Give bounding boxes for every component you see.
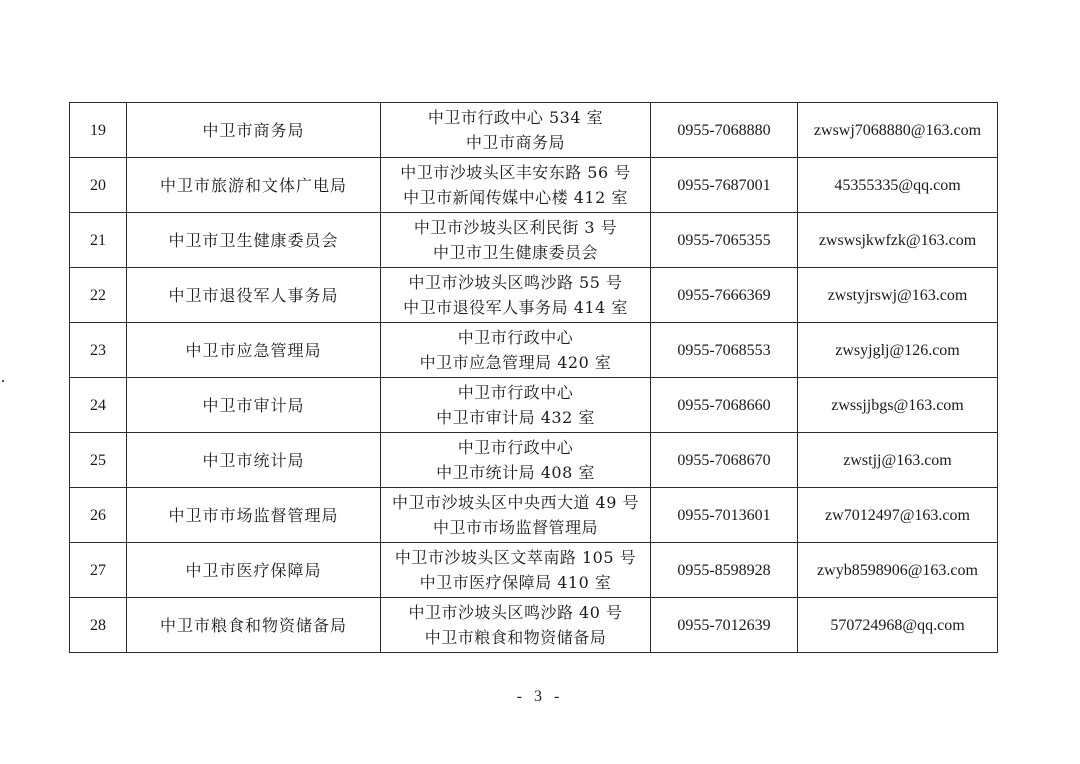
email-address: 45355335@qq.com	[798, 158, 998, 213]
agency-address	[381, 378, 651, 433]
row-number: 20	[70, 158, 127, 213]
phone-number: 0955-7013601	[651, 488, 798, 543]
table-row	[70, 488, 998, 543]
address-line: 中卫市退役军人事务局 414 室	[403, 298, 628, 317]
address-line: 中卫市行政中心	[457, 328, 574, 347]
address-line: 中卫市沙坡头区丰安东路 56 号	[400, 163, 631, 182]
address-line: 中卫市沙坡头区鸣沙路 40 号	[408, 603, 623, 622]
scan-edge-mark	[2, 380, 4, 382]
agency-name: 中卫市旅游和文体广电局	[127, 158, 381, 213]
address-line: 中卫市商务局	[465, 133, 565, 152]
table-row	[70, 543, 998, 598]
agency-address	[381, 488, 651, 543]
row-number: 25	[70, 433, 127, 488]
email-address: zwstyjrswj@163.com	[798, 268, 998, 323]
agency-address	[381, 268, 651, 323]
row-number: 19	[70, 103, 127, 158]
address-line: 中卫市沙坡头区利民街 3 号	[413, 218, 618, 237]
agency-address	[381, 598, 651, 653]
agency-contact-table	[69, 102, 998, 653]
table-row	[70, 103, 998, 158]
address-line: 中卫市沙坡头区文萃南路 105 号	[394, 548, 637, 567]
address-line: 中卫市沙坡头区中央西大道 49 号	[391, 493, 640, 512]
email-address: zw7012497@163.com	[798, 488, 998, 543]
email-address: zwyb8598906@163.com	[798, 543, 998, 598]
address-line: 中卫市行政中心	[457, 383, 574, 402]
phone-number: 0955-7687001	[651, 158, 798, 213]
address-line: 中卫市新闻传媒中心楼 412 室	[403, 188, 628, 207]
agency-address	[381, 213, 651, 268]
phone-number: 0955-7068670	[651, 433, 798, 488]
table-row	[70, 213, 998, 268]
agency-address	[381, 323, 651, 378]
table-row	[70, 268, 998, 323]
table-row	[70, 158, 998, 213]
row-number: 21	[70, 213, 127, 268]
email-address: zwswj7068880@163.com	[798, 103, 998, 158]
address-line: 中卫市医疗保障局 410 室	[419, 573, 612, 592]
row-number: 26	[70, 488, 127, 543]
phone-number: 0955-7068553	[651, 323, 798, 378]
agency-name: 中卫市市场监督管理局	[127, 488, 381, 543]
phone-number: 0955-8598928	[651, 543, 798, 598]
agency-name: 中卫市应急管理局	[127, 323, 381, 378]
agency-name: 中卫市退役军人事务局	[127, 268, 381, 323]
row-number: 22	[70, 268, 127, 323]
row-number: 24	[70, 378, 127, 433]
agency-name: 中卫市统计局	[127, 433, 381, 488]
email-address: zwswsjkwfzk@163.com	[798, 213, 998, 268]
email-address: zwstjj@163.com	[798, 433, 998, 488]
phone-number: 0955-7012639	[651, 598, 798, 653]
phone-number: 0955-7068880	[651, 103, 798, 158]
phone-number: 0955-7666369	[651, 268, 798, 323]
row-number: 28	[70, 598, 127, 653]
table-row	[70, 378, 998, 433]
email-address: zwsyjglj@126.com	[798, 323, 998, 378]
address-line: 中卫市统计局 408 室	[436, 463, 595, 482]
table-row	[70, 598, 998, 653]
phone-number: 0955-7065355	[651, 213, 798, 268]
agency-name: 中卫市商务局	[127, 103, 381, 158]
agency-address	[381, 158, 651, 213]
agency-name: 中卫市审计局	[127, 378, 381, 433]
table-row	[70, 433, 998, 488]
phone-number: 0955-7068660	[651, 378, 798, 433]
address-line: 中卫市应急管理局 420 室	[419, 353, 612, 372]
page-number: - 3 -	[516, 688, 564, 705]
agency-name: 中卫市医疗保障局	[127, 543, 381, 598]
table-row	[70, 323, 998, 378]
address-line: 中卫市行政中心	[457, 438, 574, 457]
address-line: 中卫市行政中心 534 室	[427, 108, 604, 127]
address-line: 中卫市沙坡头区鸣沙路 55 号	[408, 273, 623, 292]
agency-address	[381, 103, 651, 158]
row-number: 23	[70, 323, 127, 378]
agency-address	[381, 543, 651, 598]
address-line: 中卫市审计局 432 室	[436, 408, 595, 427]
row-number: 27	[70, 543, 127, 598]
agency-name: 中卫市卫生健康委员会	[127, 213, 381, 268]
email-address: zwssjjbgs@163.com	[798, 378, 998, 433]
agency-name: 中卫市粮食和物资储备局	[127, 598, 381, 653]
email-address: 570724968@qq.com	[798, 598, 998, 653]
address-line: 中卫市粮食和物资储备局	[424, 628, 607, 647]
address-line: 中卫市卫生健康委员会	[432, 243, 598, 262]
agency-address	[381, 433, 651, 488]
address-line: 中卫市市场监督管理局	[432, 518, 598, 537]
